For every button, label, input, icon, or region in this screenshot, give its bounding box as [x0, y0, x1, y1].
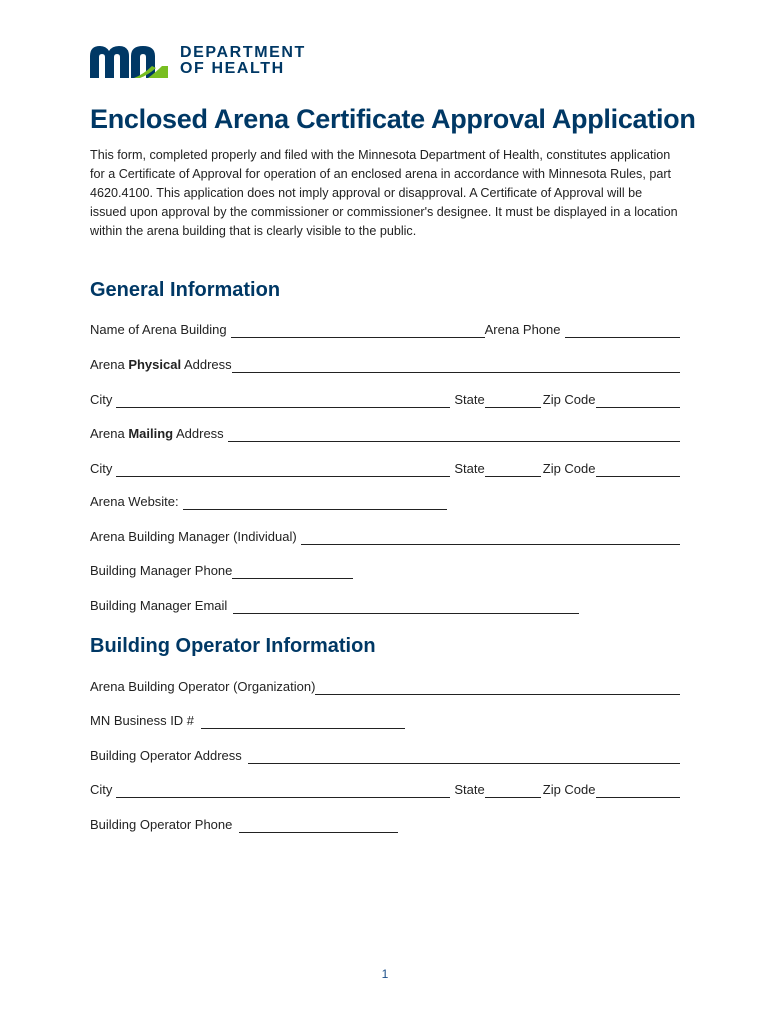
arena-phone-label: Arena Phone — [484, 322, 561, 337]
manager-field[interactable] — [301, 530, 680, 545]
manager-phone-label: Building Manager Phone — [90, 563, 233, 578]
operator-state-field[interactable] — [485, 783, 541, 798]
manager-phone-field[interactable] — [232, 564, 353, 579]
physical-address-field[interactable] — [232, 358, 680, 373]
state-label: State — [454, 392, 485, 407]
physical-state-field[interactable] — [485, 393, 541, 408]
manager-email-label: Building Manager Email — [90, 598, 228, 613]
manager-email-field[interactable] — [233, 599, 579, 614]
physical-address-row — [90, 355, 680, 373]
mn-logo-icon — [90, 44, 168, 78]
city-label: City — [90, 392, 113, 407]
state-label: State — [454, 461, 485, 476]
operator-zip-field[interactable] — [596, 783, 681, 798]
mdh-logo — [90, 44, 306, 78]
mailing-city-field[interactable] — [116, 462, 450, 477]
business-id-row — [90, 711, 680, 729]
arena-name-row — [90, 320, 680, 338]
zip-label: Zip Code — [542, 782, 596, 797]
operator-org-field[interactable] — [315, 680, 680, 695]
mailing-zip-field[interactable] — [596, 462, 681, 477]
arena-name-label: Name of Arena Building — [90, 322, 227, 337]
city-label: City — [90, 461, 113, 476]
physical-address-label: Arena Physical Address — [90, 357, 232, 372]
operator-info-heading: Building Operator Information — [90, 635, 376, 657]
logo-text — [180, 45, 306, 77]
manager-email-row — [90, 596, 680, 614]
business-id-field[interactable] — [201, 714, 405, 729]
logo-line-1: DEPARTMENT — [180, 44, 306, 61]
arena-name-field[interactable] — [231, 323, 485, 338]
operator-address-field[interactable] — [248, 749, 680, 764]
operator-org-row — [90, 677, 680, 695]
physical-city-field[interactable] — [116, 393, 450, 408]
general-info-heading: General Information — [90, 279, 281, 301]
state-label: State — [454, 782, 485, 797]
operator-address-label: Building Operator Address — [90, 748, 242, 763]
business-id-label: MN Business ID # — [90, 713, 195, 728]
operator-phone-label: Building Operator Phone — [90, 817, 233, 832]
arena-phone-field[interactable] — [565, 323, 681, 338]
operator-phone-field[interactable] — [239, 818, 398, 833]
logo-line-2: OF HEALTH — [180, 60, 285, 77]
mailing-address-row — [90, 424, 680, 442]
physical-city-row — [90, 390, 680, 408]
intro-paragraph: This form, completed properly and filed with the Minnesota Department of Health, constitutes application for a Certificate of Approval for operation of an enclosed arena in accordance with Minnesota Rules, part 4620.4100. This application does not imply approval or disapproval. A Certificate of Approval will be issued upon approval by the commissioner or commissioner's designee. It must be displayed in a location within the arena building that is clearly visible to the public. — [90, 148, 678, 238]
mailing-city-row — [90, 459, 680, 477]
mailing-address-label: Arena Mailing Address — [90, 426, 224, 441]
manager-phone-row — [90, 561, 680, 579]
zip-label: Zip Code — [542, 392, 596, 407]
mailing-state-field[interactable] — [485, 462, 541, 477]
operator-org-label: Arena Building Operator (Organization) — [90, 679, 316, 694]
website-row — [90, 492, 680, 510]
page-number: 1 — [381, 967, 389, 981]
website-label: Arena Website: — [90, 494, 179, 509]
physical-zip-field[interactable] — [596, 393, 681, 408]
manager-row — [90, 527, 680, 545]
website-field[interactable] — [183, 495, 447, 510]
operator-city-row — [90, 780, 680, 798]
manager-label: Arena Building Manager (Individual) — [90, 529, 297, 544]
operator-city-field[interactable] — [116, 783, 450, 798]
operator-phone-row — [90, 815, 680, 833]
city-label: City — [90, 782, 113, 797]
operator-address-row — [90, 746, 680, 764]
mailing-address-field[interactable] — [228, 427, 680, 442]
zip-label: Zip Code — [542, 461, 596, 476]
page-title: Enclosed Arena Certificate Approval Application — [90, 104, 696, 134]
